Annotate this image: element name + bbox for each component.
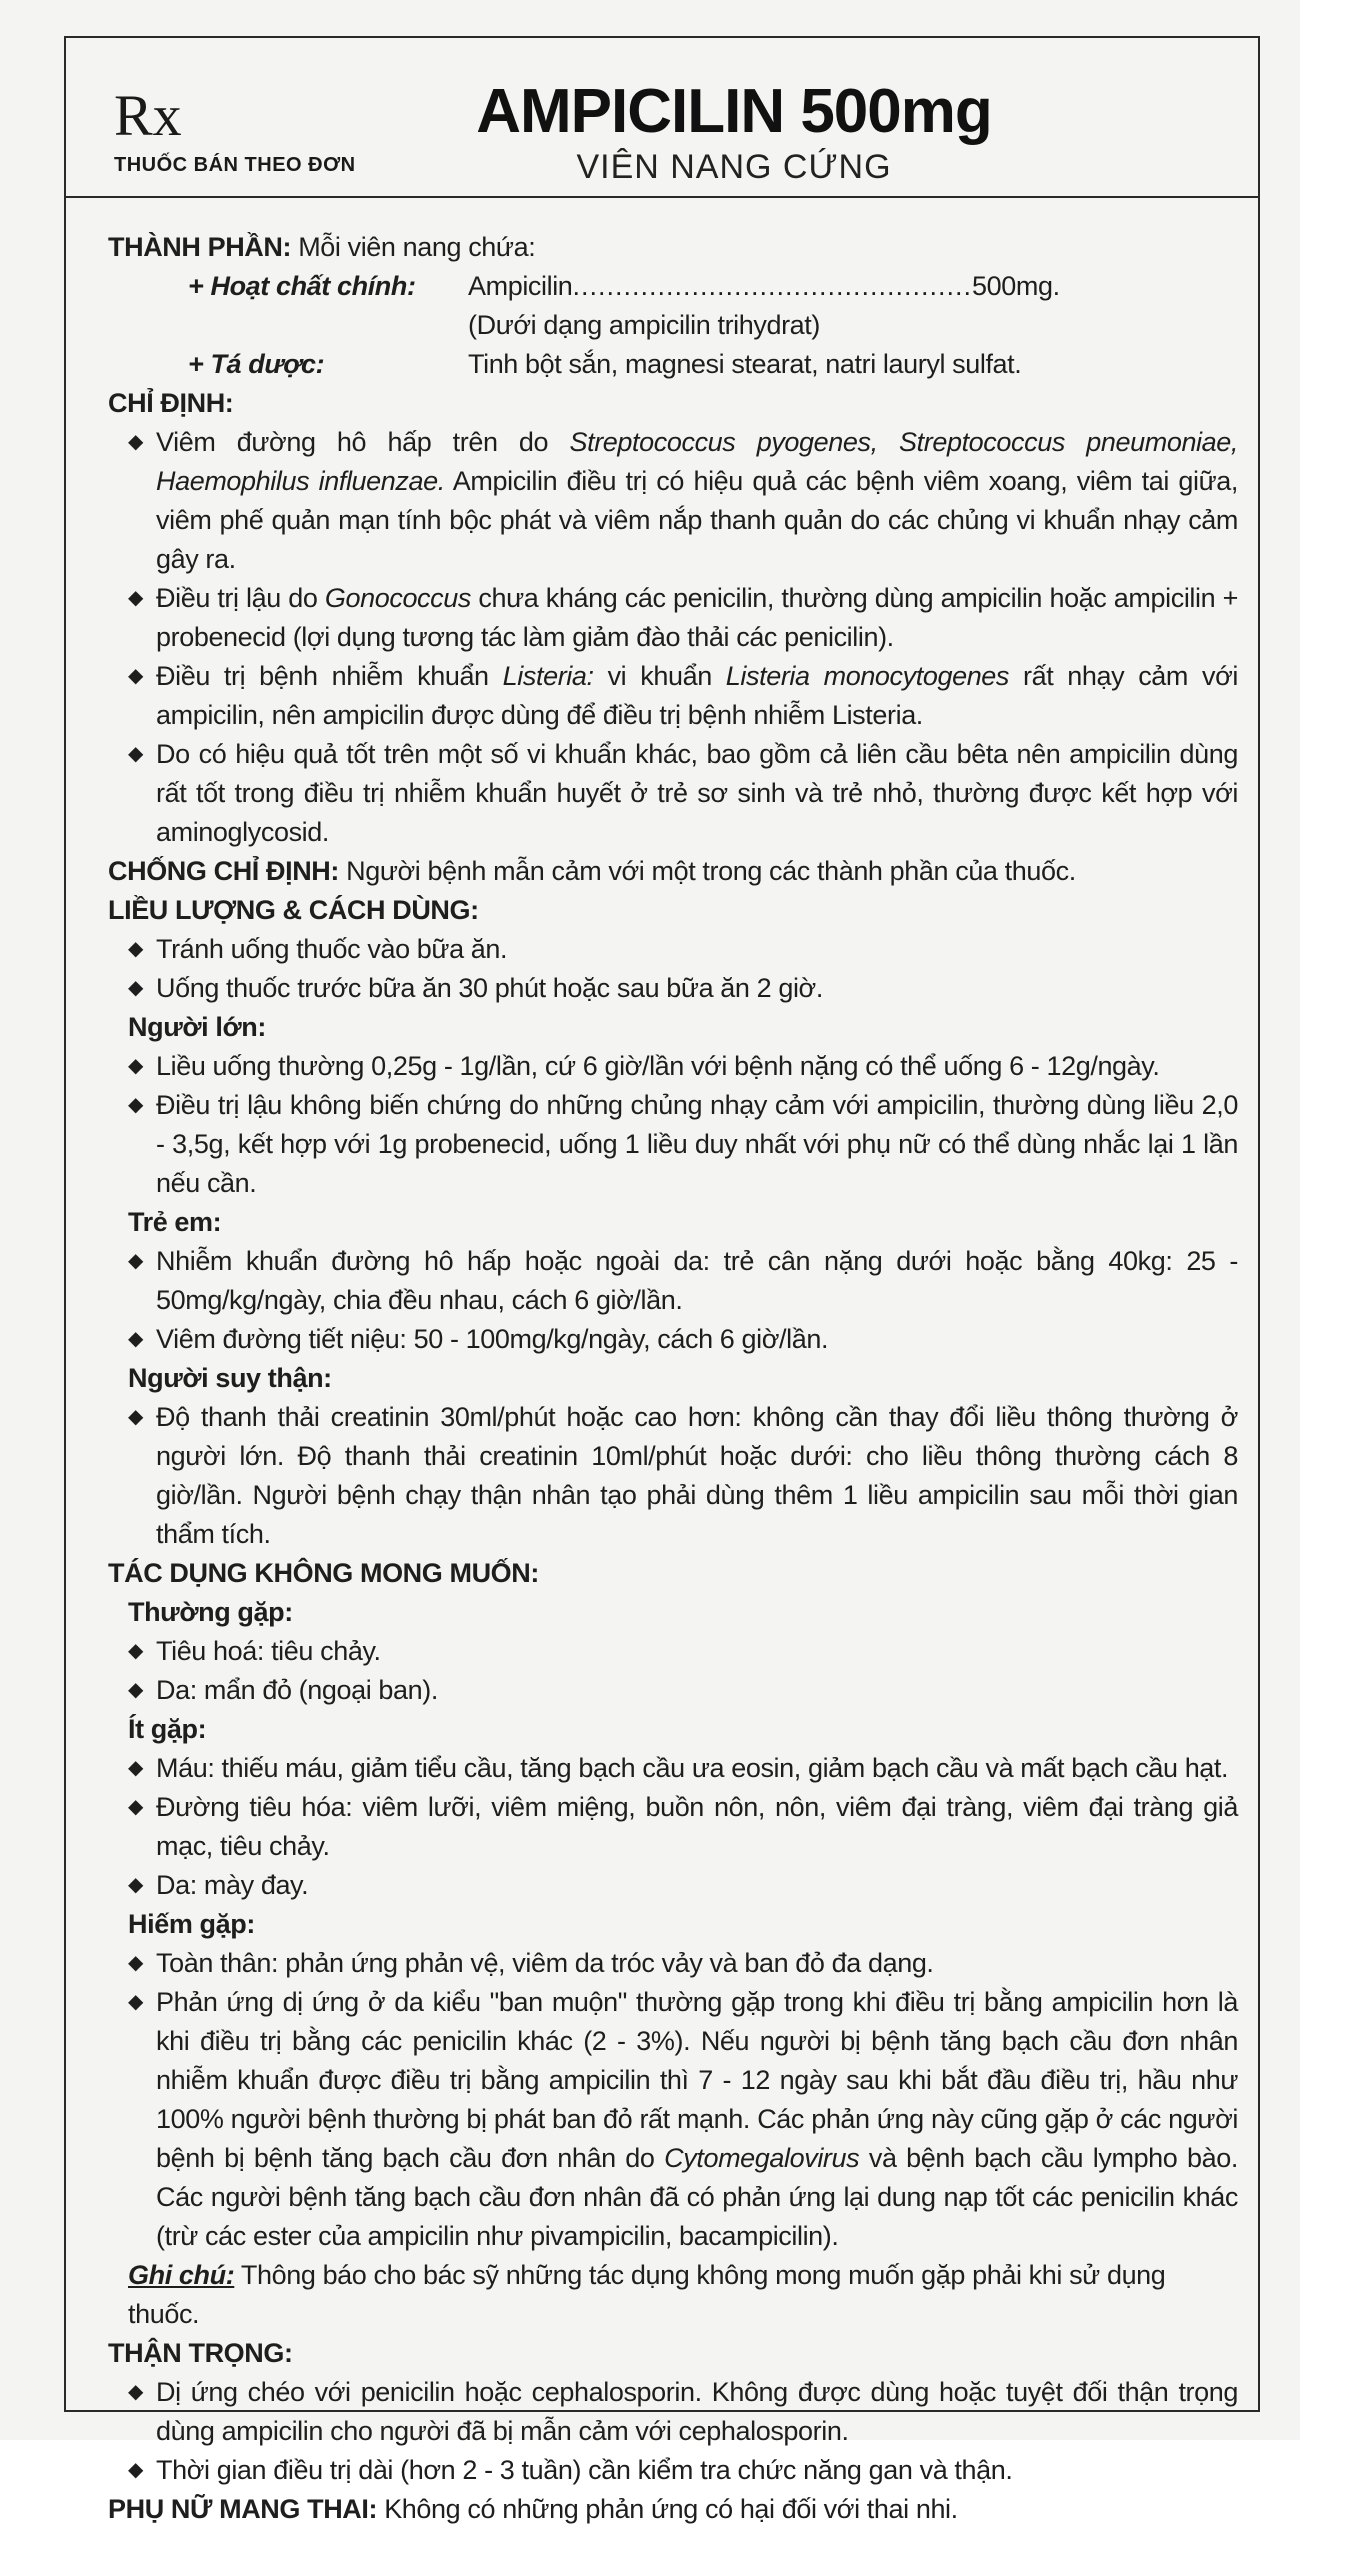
contraindications-label: CHỐNG CHỈ ĐỊNH: xyxy=(108,856,339,886)
dosage-form: VIÊN NANG CỨNG xyxy=(576,148,892,186)
active-ingredient-name: Ampicilin xyxy=(468,271,573,301)
indication-organisms: Streptococcus pyogenes, Streptococcus pneumoniae, Haemophilus influenzae. xyxy=(156,427,1238,496)
adverse-note xyxy=(108,2256,1238,2334)
note-label: Ghi chú: xyxy=(128,2260,235,2290)
note-text: Thông báo cho bác sỹ những tác dụng không mong muốn gặp phải khi sử dụng thuốc. xyxy=(128,2260,1166,2329)
composition-text: Mỗi viên nang chứa: xyxy=(298,232,536,262)
leaflet-content xyxy=(108,228,1238,2529)
dosage-item: ◆ Tránh uống thuốc vào bữa ăn. xyxy=(108,930,1238,969)
excipient-label: + Tá dược: xyxy=(188,349,325,379)
active-ingredient-row xyxy=(108,267,1238,306)
indication-text: chưa kháng các penicilin, thường dùng ampicilin hoặc ampicilin + probenecid (lợi dụng tương tác làm giảm đào thải các penicilin). xyxy=(156,583,1238,652)
excipient-value: Tinh bột sắn, magnesi stearat, natri lauryl sulfat. xyxy=(468,349,1022,379)
indication-item xyxy=(108,423,1238,579)
leaflet-header xyxy=(64,36,1260,198)
adverse-item: ◆ Máu: thiếu máu, giảm tiểu cầu, tăng bạch cầu ưa eosin, giảm bạch cầu và mất bạch cầu hạt. xyxy=(108,1749,1238,1788)
indication-text: vi khuẩn xyxy=(593,661,726,691)
pregnancy-text: Không có những phản ứng có hại đối với thai nhi. xyxy=(377,2494,958,2524)
precaution-item: ◆ Thời gian điều trị dài (hơn 2 - 3 tuần) cần kiểm tra chức năng gan và thận. xyxy=(108,2451,1238,2490)
adults-subheading: Người lớn: xyxy=(128,1012,266,1042)
dosage-item: ◆ Độ thanh thải creatinin 30ml/phút hoặc cao hơn: không cần thay đổi liều thông thường ở người lớn. Độ thanh thải creatinin 10ml/phút hoặc dưới: cho liều thông thường cách 8 giờ/lần. Người bệnh chạy thận nhân tạo phải dùng thêm 1 liều ampicilin sau mỗi thời gian thẩm tích. xyxy=(108,1398,1238,1554)
dosage-item: ◆ Điều trị lậu không biến chứng do những chủng nhạy cảm với ampicilin, thường dùng liều 2,0 - 3,5g, kết hợp với 1g probenecid, uống 1 liều duy nhất với phụ nữ có thể dùng nhắc lại 1 lần nếu cần. xyxy=(108,1086,1238,1203)
active-ingredient-amount: 500mg. xyxy=(972,271,1060,301)
leader-dots: ............................................... xyxy=(572,271,973,301)
indication-text: Ampicilin điều trị có hiệu quả các bệnh viêm xoang, viêm tai giữa, viêm phế quản mạn tính bộc phát và viêm nắp thanh quản do các chủng vi khuẩn nhạy cảm gây ra. xyxy=(156,466,1238,574)
adverse-heading: TÁC DỤNG KHÔNG MONG MUỐN: xyxy=(108,1558,539,1588)
adverse-item: ◆ Toàn thân: phản ứng phản vệ, viêm da tróc vảy và ban đỏ đa dạng. xyxy=(108,1944,1238,1983)
dosage-item: ◆ Nhiễm khuẩn đường hô hấp hoặc ngoài da: trẻ cân nặng dưới hoặc bằng 40kg: 25 - 50mg/kg/ngày, chia đều nhau, cách 6 giờ/lần. xyxy=(108,1242,1238,1320)
precautions-heading: THẬN TRỌNG: xyxy=(108,2338,293,2368)
renal-subheading: Người suy thận: xyxy=(128,1363,332,1393)
adverse-item: ◆ Đường tiêu hóa: viêm lưỡi, viêm miệng, buồn nôn, nôn, viêm đại tràng, viêm đại tràng giả mạc, tiêu chảy. xyxy=(108,1788,1238,1866)
spacer xyxy=(108,306,468,345)
pregnancy-label: PHỤ NỮ MANG THAI: xyxy=(108,2494,378,2524)
dosage-heading: LIỀU LƯỢNG & CÁCH DÙNG: xyxy=(108,895,479,925)
indication-text: Viêm đường hô hấp trên do xyxy=(156,427,570,457)
active-ingredient-label: + Hoạt chất chính: xyxy=(188,271,416,301)
indication-item: ◆ Do có hiệu quả tốt trên một số vi khuẩn khác, bao gồm cả liên cầu bêta nên ampicilin dùng rất tốt trong điều trị nhiễm khuẩn huyết ở trẻ sơ sinh và trẻ nhỏ, thường được kết hợp với aminoglycosid. xyxy=(108,735,1238,852)
composition-heading xyxy=(108,228,1238,267)
product-name: AMPICILIN 500mg xyxy=(476,77,992,146)
contraindications-text: Người bệnh mẫn cảm với một trong các thành phần của thuốc. xyxy=(346,856,1076,886)
children-subheading: Trẻ em: xyxy=(128,1207,222,1237)
indication-item xyxy=(108,579,1238,657)
composition-label: THÀNH PHẦN: xyxy=(108,232,292,262)
dosage-item: ◆ Liều uống thường 0,25g - 1g/lần, cứ 6 giờ/lần với bệnh nặng có thể uống 6 - 12g/ngày. xyxy=(108,1047,1238,1086)
indications-heading: CHỈ ĐỊNH: xyxy=(108,388,234,418)
adverse-item xyxy=(108,1983,1238,2256)
excipient-row xyxy=(108,345,1238,384)
rx-symbol: Rx xyxy=(114,83,182,148)
indication-text: Điều trị bệnh nhiễm khuẩn xyxy=(156,661,503,691)
adverse-text: Phản ứng dị ứng ở da kiểu "ban muộn" thường gặp trong khi điều trị bằng ampicilin hơn là khi điều trị bằng các penicilin khác (2 - 3%). Nếu người bị bệnh tăng bạch cầu đơn nhân nhiễm khuẩn được điều trị bằng ampicilin thì 7 - 12 ngày sau khi bắt đầu điều trị, hầu như 100% người bệnh thường bị phát ban đỏ rất mạnh. Các phản ứng này cũng gặp ở các người bệnh bị bệnh tăng bạch cầu đơn nhân do xyxy=(156,1987,1238,2173)
adverse-organism: Cytomegalovirus xyxy=(664,2143,860,2173)
indication-organisms: Gonococcus xyxy=(324,583,471,613)
adverse-item: ◆ Da: mẩn đỏ (ngoại ban). xyxy=(108,1671,1238,1710)
active-ingredient-value xyxy=(468,267,1238,306)
pregnancy-heading xyxy=(108,2490,1238,2529)
indication-item xyxy=(108,657,1238,735)
dosage-item: ◆ Uống thuốc trước bữa ăn 30 phút hoặc sau bữa ăn 2 giờ. xyxy=(108,969,1238,1008)
active-ingredient-note: (Dưới dạng ampicilin trihydrat) xyxy=(468,310,820,340)
common-subheading: Thường gặp: xyxy=(128,1597,293,1627)
uncommon-subheading: Ít gặp: xyxy=(128,1714,207,1744)
adverse-item: ◆ Tiêu hoá: tiêu chảy. xyxy=(108,1632,1238,1671)
dosage-item: ◆ Viêm đường tiết niệu: 50 - 100mg/kg/ngày, cách 6 giờ/lần. xyxy=(108,1320,1238,1359)
indication-text: Điều trị lậu do xyxy=(156,583,325,613)
precaution-item: ◆ Dị ứng chéo với penicilin hoặc cephalosporin. Không được dùng hoặc tuyệt đối thận trọng dùng ampicilin cho người đã bị mẫn cảm với cephalosporin. xyxy=(108,2373,1238,2451)
adverse-text: và bệnh bạch cầu lympho bào. Các người bệnh tăng bạch cầu đơn nhân đã có phản ứng lại dung nạp tốt các penicilin khác (trừ các ester của ampicilin như pivampicilin, bacampicilin). xyxy=(156,2143,1238,2251)
active-ingredient-note-row xyxy=(108,306,1238,345)
rare-subheading: Hiếm gặp: xyxy=(128,1909,255,1939)
indication-text: rất nhạy cảm với ampicilin, nên ampicilin được dùng để điều trị bệnh nhiễm Listeria. xyxy=(156,661,1238,730)
contraindications-heading xyxy=(108,852,1238,891)
indication-organisms: Listeria monocytogenes xyxy=(725,661,1010,691)
indication-organisms: Listeria: xyxy=(502,661,594,691)
adverse-item: ◆ Da: mày đay. xyxy=(108,1866,1238,1905)
prescription-label: THUỐC BÁN THEO ĐƠN xyxy=(114,154,356,176)
